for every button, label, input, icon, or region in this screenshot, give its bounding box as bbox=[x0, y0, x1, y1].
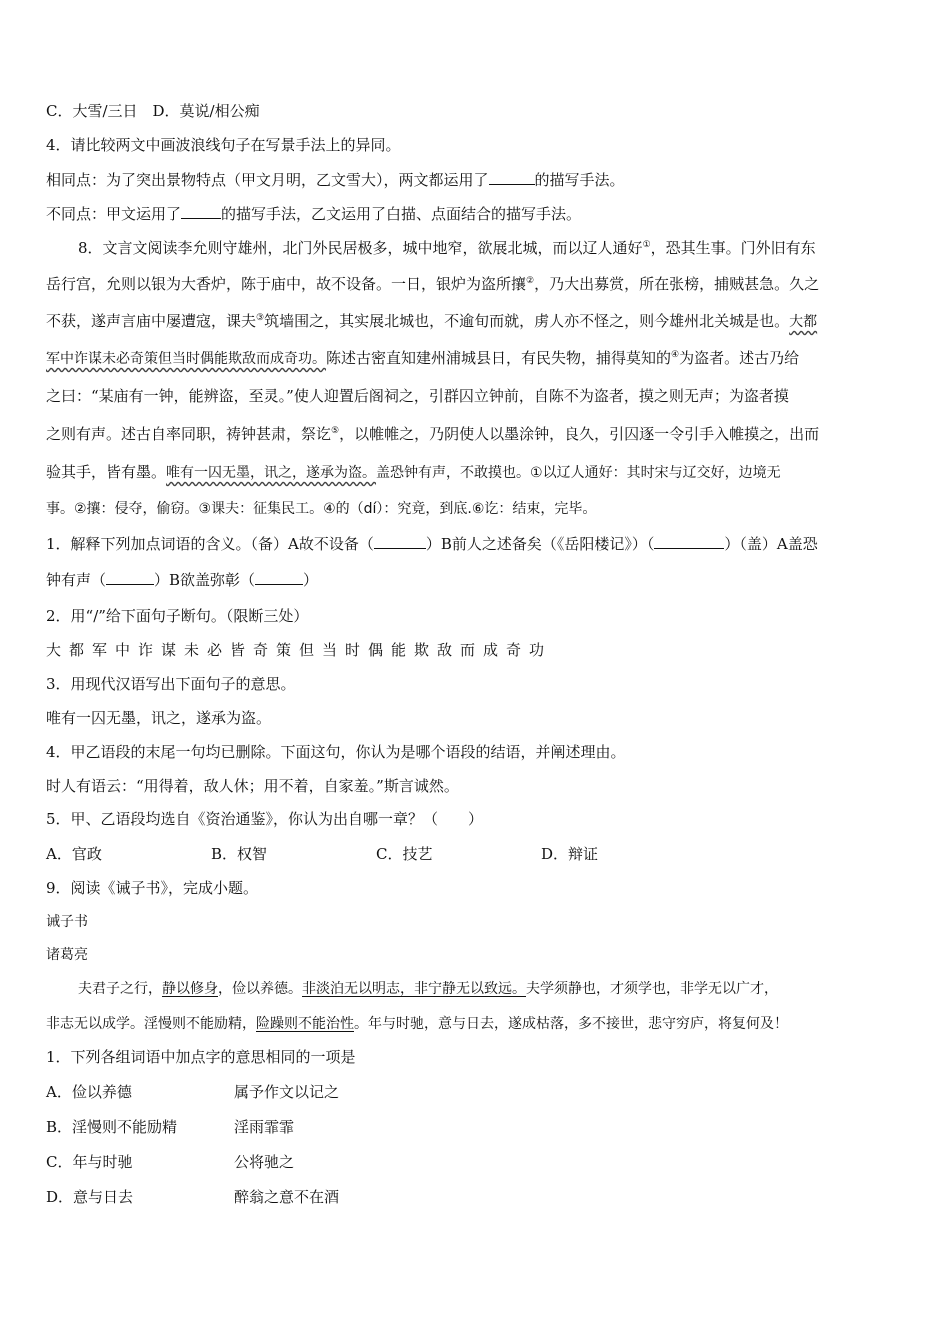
answer-blank[interactable] bbox=[489, 169, 535, 185]
question-2-prompt: 2．用“/”给下面句子断句。（限断三处） bbox=[46, 607, 309, 625]
option-a[interactable]: A．官政 bbox=[46, 845, 102, 863]
question-9-prompt: 9．阅读《诫子书》，完成小题。 bbox=[46, 879, 259, 897]
passage-8-line-3: 不获，遂声言庙中屡遭寇，课夫③筑墙围之，其实展北城也，不逾旬而就，虏人亦不怪之，则今雄州北关城是也。大都 bbox=[46, 312, 818, 330]
choice-b[interactable]: B．淫慢则不能励精 淫雨霏霏 bbox=[46, 1118, 295, 1136]
passage-8-line-2: 岳行宫，允则以银为大香炉，陈于庙中，故不设备。一日，银炉为盗所攘②，乃大出募赏，所在张榜，捕贼甚急。久之 bbox=[46, 275, 820, 293]
answer-blank[interactable] bbox=[374, 533, 426, 549]
essay-author: 诸葛亮 bbox=[46, 947, 88, 963]
essay-title: 诫子书 bbox=[46, 914, 88, 930]
answer-blank[interactable] bbox=[106, 569, 154, 585]
question-2-sentence: 大都军中诈谋未必皆奇策但当时偶能欺敌而成奇功 bbox=[46, 641, 553, 659]
choice-a[interactable]: A．俭以养德 属予作文以记之 bbox=[46, 1083, 340, 1101]
question-3-sentence: 唯有一囚无墨，讯之，遂承为盗。 bbox=[46, 709, 272, 727]
similarity-line: 相同点：为了突出景物特点（甲文月明，乙文雪大），两文都运用了 的描写手法。 bbox=[46, 171, 625, 189]
answer-blank[interactable] bbox=[181, 203, 221, 219]
question-4b-prompt: 4．甲乙语段的末尾一句均已删除。下面这句，你认为是哪个语段的结语，并阐述理由。 bbox=[46, 743, 626, 761]
question-1-line-1: 1．解释下列加点词语的含义。（备）A故不设备（ ）B前人之述备矣（《岳阳楼记》）（ ）（盖）A盖恐 bbox=[46, 535, 818, 553]
question-4b-quote: 时人有语云：“用得着，敌人休；用不着，自家羞。”斯言诚然。 bbox=[46, 777, 459, 795]
option-line-c-d: C．大雪/三日 D．莫说/相公痴 bbox=[46, 102, 260, 120]
passage-8-line-1: 8．文言文阅读李允则守雄州，北门外民居极多，城中地窄，欲展北城，而以辽人通好①，恐其生事。门外旧有东 bbox=[78, 239, 816, 257]
choice-c[interactable]: C．年与时驰 公将驰之 bbox=[46, 1153, 295, 1171]
passage-8-line-5: 之曰：“某庙有一钟，能辨盗，至灵。”使人迎置后阁祠之，引群囚立钟前，自陈不为盗者，摸之则无声；为盗者摸 bbox=[46, 387, 789, 405]
option-b[interactable]: B．权智 bbox=[211, 845, 268, 863]
answer-blank[interactable] bbox=[654, 533, 724, 549]
difference-line: 不同点：甲文运用了 的描写手法，乙文运用了白描、点面结合的描写手法。 bbox=[46, 205, 582, 223]
passage-8-line-7: 验其手，皆有墨。唯有一囚无墨，讯之，遂承为盗。盖恐钟有声，不敢摸也。①以辽人通好：其时宋与辽交好，边境无 bbox=[46, 463, 781, 481]
essay-line-2: 非志无以成学。淫慢则不能励精，险躁则不能治性。年与时驰，意与日去，遂成枯落，多不接世，悲守穷庐，将复何及！ bbox=[46, 1016, 788, 1032]
essay-line-1: 夫君子之行，静以修身，俭以养德。非淡泊无以明志，非宁静无以致远。夫学须静也，才须学也，非学无以广才， bbox=[78, 981, 778, 997]
passage-8-line-4: 军中诈谋未必奇策但当时偶能欺敌而成奇功。陈述古密直知建州浦城县日，有民失物，捕得莫知的④为盗者。述古乃给 bbox=[46, 349, 800, 367]
question-5-options bbox=[46, 843, 906, 865]
question-5-prompt: 5．甲、乙语段均选自《资治通鉴》，你认为出自哪一章？（ ） bbox=[46, 810, 484, 828]
question-1-line-2: 钟有声（ ）B欲盖弥彰（ ） bbox=[46, 571, 319, 589]
question-9-1-prompt: 1．下列各组词语中加点字的意思相同的一项是 bbox=[46, 1048, 356, 1066]
answer-blank[interactable] bbox=[255, 569, 303, 585]
passage-8-line-6: 之则有声。述古自率同职，祷钟甚肃，祭讫⑤，以帷帷之，乃阴使人以墨涂钟，良久，引囚逐一令引手入帷摸之，出而 bbox=[46, 425, 820, 443]
option-d[interactable]: D．辩证 bbox=[541, 845, 599, 863]
question-4-prompt: 4．请比较两文中画波浪线句子在写景手法上的异同。 bbox=[46, 136, 401, 154]
question-3-prompt: 3．用现代汉语写出下面句子的意思。 bbox=[46, 675, 296, 693]
footnotes-line: 事。②攘：侵夺，偷窃。③课夫：征集民工。④的（dí）：究竟，到底.⑥讫：结束，完毕。 bbox=[46, 501, 597, 517]
option-c[interactable]: C．技艺 bbox=[376, 845, 433, 863]
choice-d[interactable]: D．意与日去 醉翁之意不在酒 bbox=[46, 1188, 340, 1206]
